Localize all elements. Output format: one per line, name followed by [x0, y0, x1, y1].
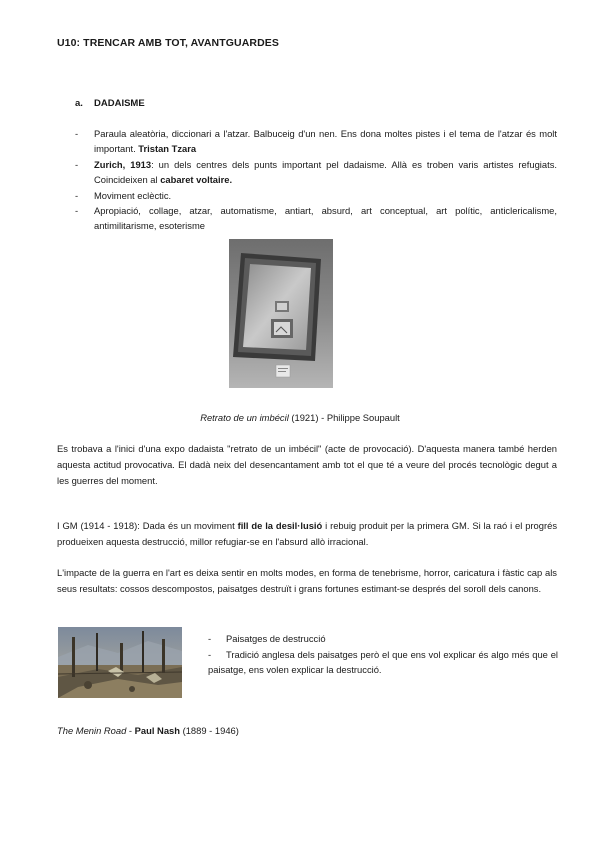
artwork-image-menin-road	[58, 627, 182, 698]
list-item: - Paisatges de destrucció	[208, 633, 326, 644]
list-item: - Zurich, 1913: un dels centres dels punts important pel dadaisme. Allà es troben varis artistes refugiats. Coincideixen al cabaret voltaire.	[75, 157, 557, 188]
section-title: DADAISME	[94, 98, 145, 109]
paragraph-impacte: L'impacte de la guerra en l'art es deixa sentir en molts modes, en forma de tenebrisme, horror, caricatura i fàstic cap als seus resultats: cossos descompostos, paisatges destruït i grans fortunes estimant-se després del soroll dels canons.	[57, 567, 557, 594]
list-item: - Tradició anglesa dels paisatges però el que ens vol explicar és algo més que el paisatge, ens volen explicar la destrucció.	[208, 648, 558, 675]
artwork-image-retrato	[229, 239, 333, 388]
section-heading	[75, 98, 145, 109]
figure1-caption: Retrato de un imbécil (1921) - Philippe Soupault	[200, 412, 400, 423]
section-label: a.	[75, 98, 83, 109]
list-item: - Paraula aleatòria, diccionari a l'atzar. Balbuceig d'un nen. Ens dona moltes pistes i el tema de l'atzar és molt important. Tristan Tzara	[75, 126, 557, 157]
dadaisme-bullet-list	[75, 126, 557, 234]
menin-road-bullet-list	[208, 631, 558, 678]
figure2-caption: The Menin Road - Paul Nash (1889 - 1946)	[57, 725, 239, 736]
paragraph-expo: Es trobava a l'inici d'una expo dadaista "retrato de un imbécil" (acte de provocació). D'aquesta manera també herden aquesta actitud provocativa. El dadà neix del desencantament amb tot el que té a veure del procés tecnològic degut a les guerres del moment.	[57, 443, 557, 486]
list-item: - Apropiació, collage, atzar, automatisme, antiart, absurd, art conceptual, art polític, anticlericalisme, antimilitarisme, esoterisme	[75, 203, 557, 234]
list-item: - Moviment eclèctic.	[75, 188, 557, 203]
page-title: U10: TRENCAR AMB TOT, AVANTGUARDES	[57, 37, 279, 49]
paragraph-gm: I GM (1914 - 1918): Dada és un moviment fill de la desil·lusió i rebuig produit per la primera GM. Si la raó i el progrés produeixen aquesta destrucció, millor refugiar-se en l'absurd allò irracional.	[57, 520, 558, 547]
